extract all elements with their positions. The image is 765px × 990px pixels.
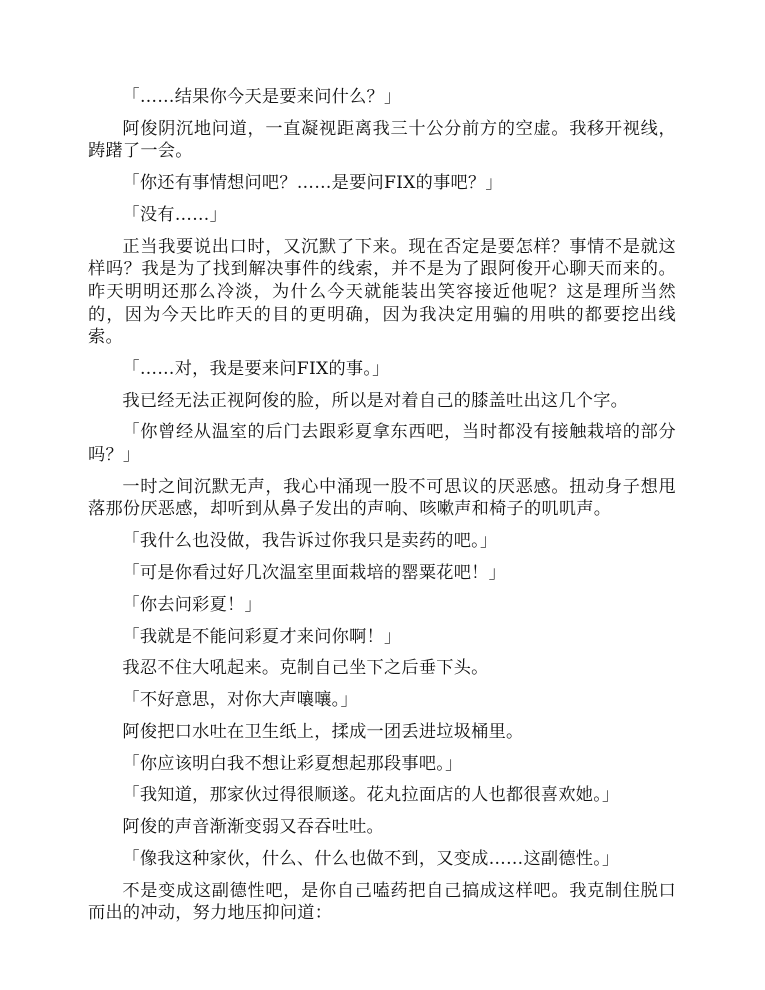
- paragraph: 「……对，我是要来问FIX的事。」: [122, 358, 390, 379]
- paragraph: 「你曾经从温室的后门去跟彩夏拿东西吧，当时都没有接触栽培的部分吗？」: [88, 422, 676, 466]
- paragraph: 「……结果你今天是要来问什么？」: [122, 87, 402, 107]
- paragraph: 阿俊阴沉地问道，一直凝视距离我三十公分前方的空虚。我移开视线，踌躇了一会。: [88, 118, 676, 162]
- paragraph: 「像我这种家伙，什么、什么也做不到，又变成……这副德性。」: [122, 849, 620, 869]
- paragraph: 阿俊把口水吐在卫生纸上，揉成一团丢进垃圾桶里。: [122, 721, 524, 742]
- paragraph: 不是变成这副德性吧，是你自己嗑药把自己搞成这样吧。我克制住脱口而出的冲动，努力地压抑问道：: [88, 880, 676, 924]
- paragraph: 阿俊的声音渐渐变弱又吞吞吐吐。: [122, 817, 384, 838]
- paragraph: 「不好意思，对你大声嚷嚷。」: [122, 690, 358, 711]
- paragraph: 「我什么也没做，我告诉过你我只是卖药的吧。」: [122, 531, 498, 552]
- paragraph: 一时之间沉默无声，我心中涌现一股不可思议的厌恶感。扭动身子想甩落那份厌恶感，却听到从鼻子发出的声响、咳嗽声和椅子的叽叽声。: [88, 476, 676, 520]
- paragraph: 我已经无法正视阿俊的脸，所以是对着自己的膝盖吐出这几个字。: [122, 390, 629, 411]
- paragraph: 正当我要说出口时，又沉默了下来。现在否定是要怎样？事情不是就这样吗？我是为了找到解决事件的线索，并不是为了跟阿俊开心聊天而来的。昨天明明还那么冷淡，为什么今天就能装出笑容接近他呢？这是理所当然的，因为今天比昨天的目的更明确，因为我决定用骗的用哄的都要挖出线索。: [88, 236, 676, 348]
- paragraph: 「你去问彩夏！」: [122, 594, 262, 615]
- paragraph: 我忍不住大吼起来。克制自己坐下之后垂下头。: [122, 658, 489, 679]
- paragraph: 「我知道，那家伙过得很顺遂。花丸拉面店的人也都很喜欢她。」: [122, 785, 620, 806]
- paragraph: 「我就是不能问彩夏才来问你啊！」: [122, 626, 402, 647]
- paragraph: 「可是你看过好几次温室里面栽培的罂粟花吧！」: [122, 562, 507, 583]
- document-page: [88, 86, 676, 934]
- paragraph: 「你还有事情想问吧？……是要问FIX的事吧？」: [122, 173, 503, 194]
- paragraph: 「你应该明白我不想让彩夏想起那段事吧。」: [122, 753, 463, 774]
- paragraph: 「没有……」: [122, 204, 228, 225]
